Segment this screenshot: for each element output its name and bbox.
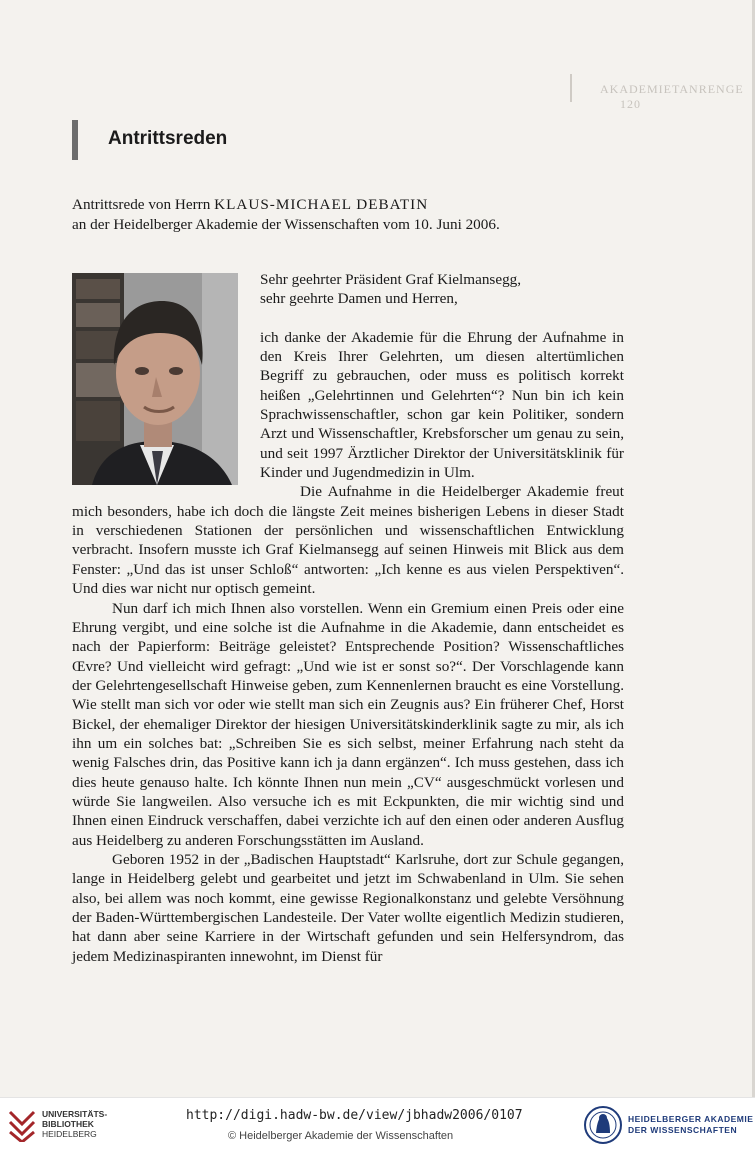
library-line-1: UNIVERSITÄTS- bbox=[42, 1109, 108, 1119]
paragraph-4: Geboren 1952 in der „Badischen Hauptstadt“ Karlsruhe, dort zur Schule gegangen, lange in Heidelberg gelebt und gearbeitet und jetzt im Schwabenland in Ulm. Sie sehen also, bei allem was noch kommt, eine gewisse Regionalkonstanz und gelebte Versöhnung der Baden-Württembergischen Landesteile. Der Vater wollte eigentlich Medizin studieren, hat dann aber seine Karriere in der Wirtschaft gefunden und sein Helfersyndrom, das jedem Medizinaspiranten innewohnt, im Dienst für bbox=[72, 850, 624, 965]
paragraph-1: ich danke der Akademie für die Ehrung der Aufnahme in den Kreis Ihrer Gelehrten, um diesen altertümlichen Begriff zu gebrauchen, oder muss es politisch korrekt heißen „Gelehrtinnen und Gelehrten“? Nun bin ich kein Sprachwissenschaftler, schon gar kein Politiker, sondern Arzt und Wissenschaftler, Krebsforscher um genau zu sein, und seit 1997 Ärztlicher Direktor der Universitätsklinik für Kinder und Jugendmedizin in Ulm. bbox=[260, 328, 624, 482]
bleed-through-header bbox=[600, 82, 750, 112]
speech-body bbox=[72, 270, 624, 966]
bleed-header-text: AKADEMIETANRENGE bbox=[600, 82, 744, 96]
academy-name[interactable] bbox=[628, 1114, 753, 1136]
library-line-3: HEIDELBERG bbox=[42, 1129, 97, 1139]
academy-line-1: HEIDELBERGER AKADEMIE bbox=[628, 1114, 754, 1124]
speaker-name: KLAUS-MICHAEL DEBATIN bbox=[214, 196, 429, 213]
academy-seal-logo-icon[interactable] bbox=[584, 1105, 622, 1145]
bleed-through-rule bbox=[570, 74, 572, 102]
paragraph-2: Die Aufnahme in die Heidelberger Akademie freut mich besonders, habe ich doch die längste Zeit meines bisherigen Lebens in dieser Stadt in verschiedenen Stationen der persönlichen und wissenschaftlichen Entwicklung verbracht. Insofern musste ich Graf Kielmansegg auf seinen Hinweis mit Blick aus dem Fenster: „Und das ist unser Schloß“ antworten: „Ich kenne es aus vielen Perspektiven“. Und dies war nicht nur optisch gemeint. bbox=[72, 483, 624, 598]
copyright-notice: © Heidelberger Akademie der Wissenschaften bbox=[228, 1130, 454, 1142]
document-url-link[interactable]: http://digi.hadw-bw.de/view/jbhadw2006/0107 bbox=[186, 1108, 523, 1123]
university-library-logo-icon[interactable] bbox=[8, 1108, 36, 1142]
salutation-line-1: Sehr geehrter Präsident Graf Kielmansegg, bbox=[260, 271, 522, 288]
intro-prefix: Antrittsrede von Herrn bbox=[72, 196, 215, 213]
university-library-name[interactable] bbox=[42, 1109, 107, 1139]
intro-line-2: an der Heidelberger Akademie der Wissenschaften vom 10. Juni 2006. bbox=[72, 216, 500, 233]
library-line-2: BIBLIOTHEK bbox=[42, 1119, 94, 1129]
viewer-footer bbox=[0, 1097, 755, 1152]
speech-intro bbox=[72, 195, 632, 235]
photo-text-wrap-space bbox=[72, 270, 260, 484]
bleed-page-number: 120 bbox=[620, 97, 641, 111]
academy-line-2: DER WISSENSCHAFTEN bbox=[628, 1125, 738, 1135]
section-marker-bar bbox=[72, 120, 78, 160]
section-title: Antrittsreden bbox=[108, 128, 228, 149]
intro-line-1 bbox=[72, 195, 632, 215]
paragraph-3: Nun darf ich mich Ihnen also vorstellen. Wenn ein Gremium einen Preis oder eine Ehrung vergibt, und eine solche ist die Aufnahme in die Akademie, dann entscheidet es nach der Papierform: Beiträge geleistet? Entsprechende Position? Wissenschaftliches Œvre? Und vielleicht wird gefragt: „Und wie ist er sonst so?“. Der Vorschlagende kann der Gelehrtengesellschaft Hinweise geben, zum Kennenlernen braucht es eine Vorstellung. Wie stellt man sich vor oder wie stellt man sich ein Zeugnis aus? Ein früherer Chef, Horst Bickel, der ehemaliger Direktor der hiesigen Universitätskinderklinik sagte zu mir, als ich ihn um ein solches bat: „Schreiben Sie es sich selbst, meiner Erfahrung nach steht da wenig Falsches drin, das Positive kann ich ja dann ergänzen“. Ich muss gestehen, dass ich dies heute genauso halte. Ich könnte Ihnen nun mein „CV“ ausgeschmückt vorlesen und würde Sie langweilen. Also versuche ich es mit Eckpunkten, die mir wichtig sind und Ihnen einen Eindruck verschaffen, dabei verzichte ich auf den einen oder anderen Ausflug aus Heidelberg zu anderen Forschungsstätten im Ausland. bbox=[72, 599, 624, 849]
salutation-line-2: sehr geehrte Damen und Herren, bbox=[260, 290, 458, 308]
